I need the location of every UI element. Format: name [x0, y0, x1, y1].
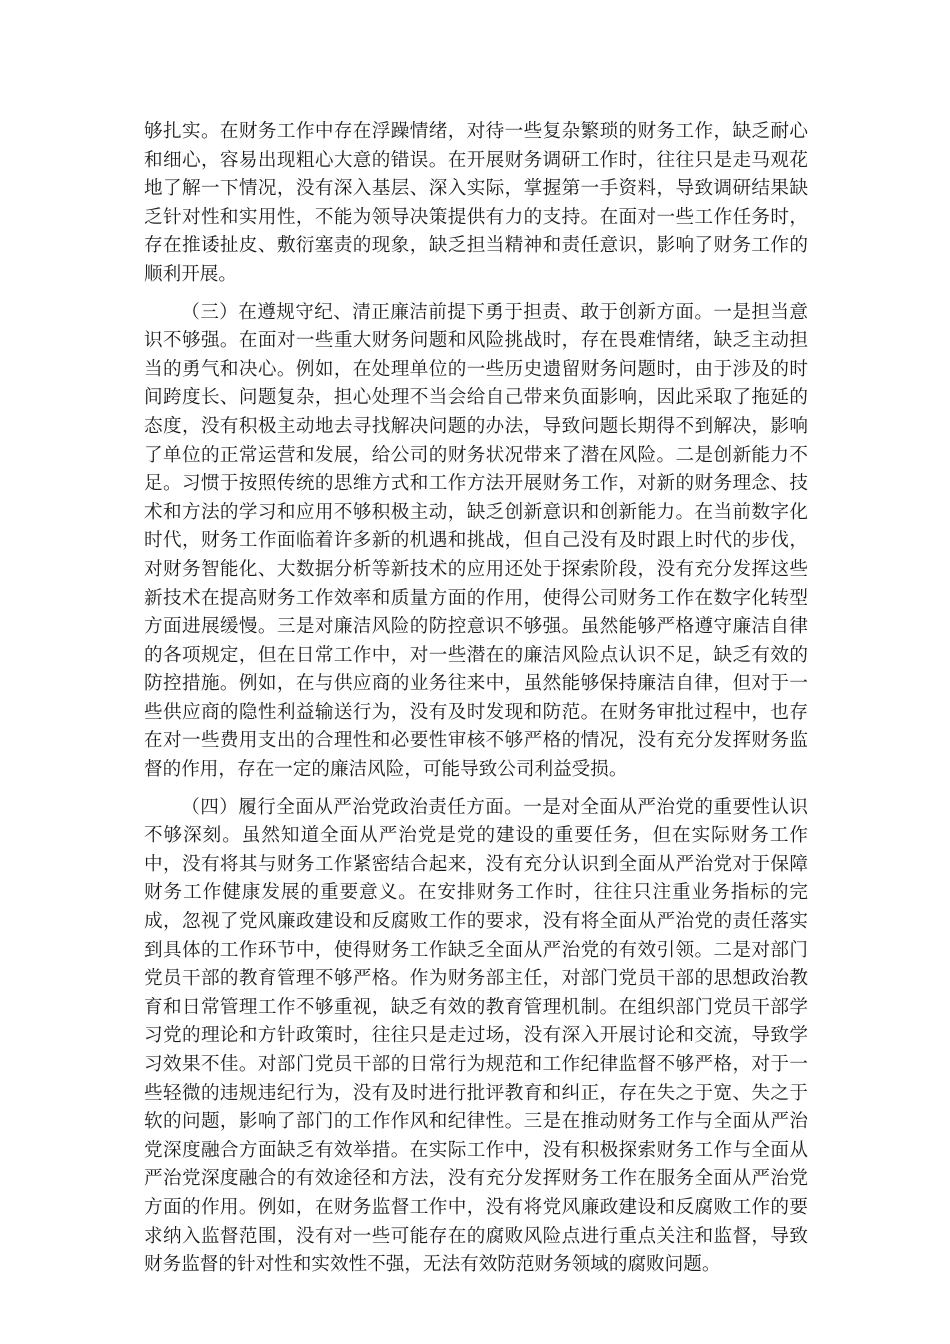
- paragraph-continuation: 够扎实。在财务工作中存在浮躁情绪，对待一些复杂繁琐的财务工作，缺乏耐心和细心，容易出现粗心大意的错误。在开展财务调研工作时，往往只是走马观花地了解一下情况，没有深入基层、深入实际，掌握第一手资料，导致调研结果缺乏针对性和实用性，不能为领导决策提供有力的支持。在面对一些工作任务时，存在推诿扯皮、敷衍塞责的现象，缺乏担当精神和责任意识，影响了财务工作的顺利开展。: [144, 121, 808, 285]
- paragraph-section-three: （三）在遵规守纪、清正廉洁前提下勇于担责、敢于创新方面。一是担当意识不够强。在面对一些重大财务问题和风险挑战时，存在畏难情绪，缺乏主动担当的勇气和决心。例如，在处理单位的一些历史遗留财务问题时，由于涉及的时间跨度长、问题复杂，担心处理不当会给自己带来负面影响，因此采取了拖延的态度，没有积极主动地去寻找解决问题的办法，导致问题长期得不到解决，影响了单位的正常运营和发展，给公司的财务状况带来了潜在风险。二是创新能力不足。习惯于按照传统的思维方式和工作方法开展财务工作，对新的财务理念、技术和方法的学习和应用不够积极主动，缺乏创新意识和创新能力。在当前数字化时代，财务工作面临着许多新的机遇和挑战，但自己没有及时跟上时代的步伐，对财务智能化、大数据分析等新技术的应用还处于探索阶段，没有充分发挥这些新技术在提高财务工作效率和质量方面的作用，使得公司财务工作在数字化转型方面进展缓慢。三是对廉洁风险的防控意识不够强。虽然能够严格遵守廉洁自律的各项规定，但在日常工作中，对一些潜在的廉洁风险点认识不足，缺乏有效的防控措施。例如，在与供应商的业务往来中，虽然能够保持廉洁自律，但对于一些供应商的隐性利益输送行为，没有及时发现和防范。在财务审批过程中，也存在对一些费用支出的合理性和必要性审核不够严格的情况，没有充分发挥财务监督的作用，存在一定的廉洁风险，可能导致公司利益受损。: [144, 301, 808, 781]
- document-body: [144, 118, 808, 1289]
- paragraph-section-four: （四）履行全面从严治党政治责任方面。一是对全面从严治党的重要性认识不够深刻。虽然知道全面从严治党是党的建设的重要任务，但在实际财务工作中，没有将其与财务工作紧密结合起来，没有充分认识到全面从严治党对于保障财务工作健康发展的重要意义。在安排财务工作时，往往只注重业务指标的完成，忽视了党风廉政建设和反腐败工作的要求，没有将全面从严治党的责任落实到具体的工作环节中，使得财务工作缺乏全面从严治党的有效引领。二是对部门党员干部的教育管理不够严格。作为财务部主任，对部门党员干部的思想政治教育和日常管理工作不够重视，缺乏有效的教育管理机制。在组织部门党员干部学习党的理论和方针政策时，往往只是走过场，没有深入开展讨论和交流，导致学习效果不佳。对部门党员干部的日常行为规范和工作纪律监督不够严格，对于一些轻微的违规违纪行为，没有及时进行批评教育和纠正，存在失之于宽、失之于软的问题，影响了部门的工作作风和纪律性。三是在推动财务工作与全面从严治党深度融合方面缺乏有效举措。在实际工作中，没有积极探索财务工作与全面从严治党深度融合的有效途径和方法，没有充分发挥财务工作在服务全面从严治党方面的作用。例如，在财务监督工作中，没有将党风廉政建设和反腐败工作的要求纳入监督范围，没有对一些可能存在的腐败风险点进行重点关注和监督，导致财务监督的针对性和实效性不强，无法有效防范财务领域的腐败问题。: [144, 796, 808, 1276]
